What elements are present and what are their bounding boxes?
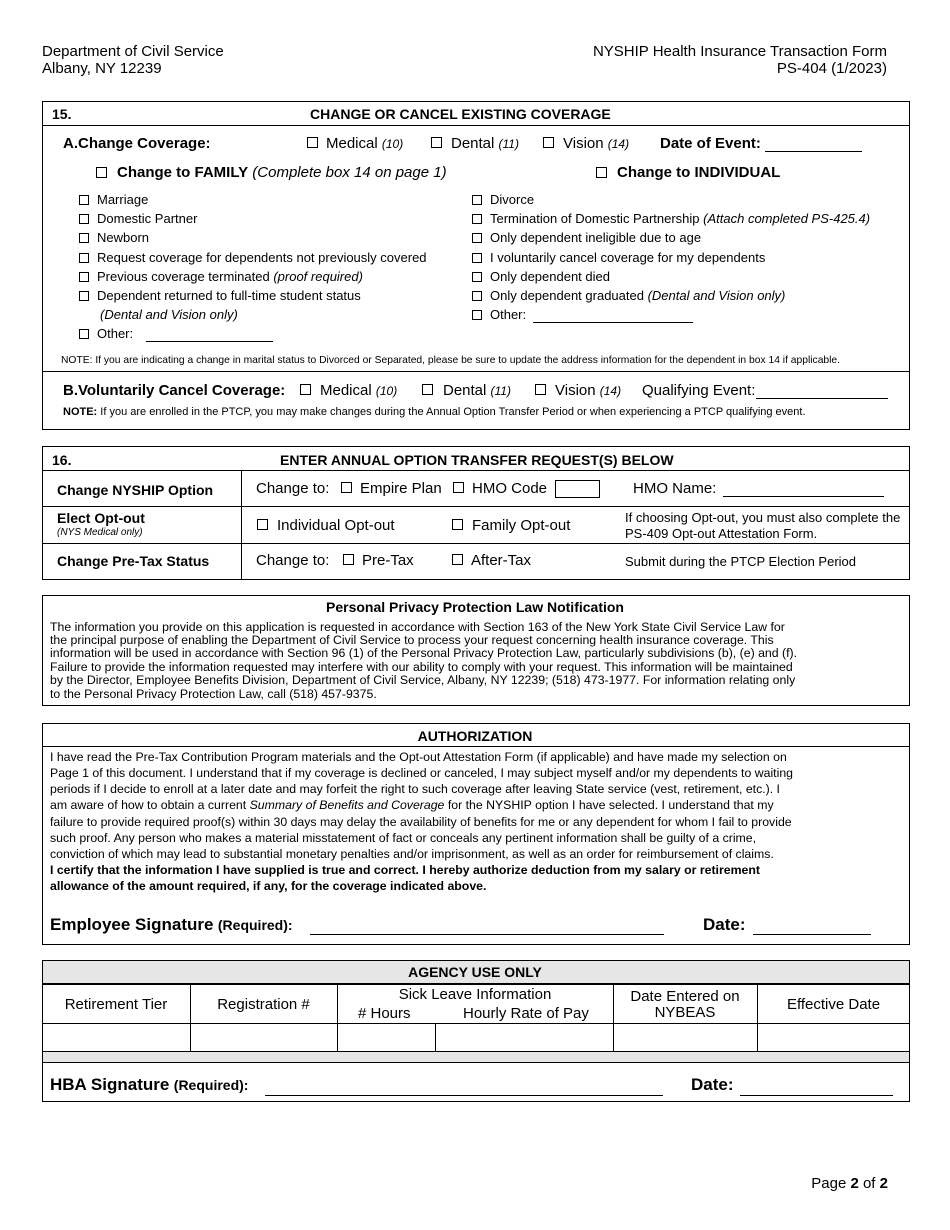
employee-date-label: Date: bbox=[703, 915, 746, 934]
change-to-individual-checkbox[interactable] bbox=[596, 167, 607, 178]
only-dependent-ineligible-label: Only dependent ineligible due to age bbox=[490, 230, 702, 245]
authorization-text: such proof. Any person who makes a material misstatement of fact or conceals any pertinent information shall be guilty of a crime, bbox=[50, 831, 757, 845]
optout-note-line1: If choosing Opt-out, you must also complete the bbox=[625, 510, 901, 525]
newborn-checkbox[interactable] bbox=[79, 233, 89, 243]
ptcp-note: NOTE: If you are enrolled in the PTCP, you may make changes during the Annual Option Transfer Period or when experiencing a PTCP qualifying event. bbox=[63, 406, 806, 418]
empire-plan-label: Empire Plan bbox=[360, 480, 442, 497]
divider bbox=[42, 470, 910, 471]
divider bbox=[42, 125, 910, 126]
divider bbox=[42, 371, 910, 372]
termination-dp-checkbox[interactable] bbox=[472, 214, 482, 224]
divorce-label: Divorce bbox=[490, 192, 535, 207]
change-nyship-option-label: Change NYSHIP Option bbox=[57, 482, 214, 498]
change-dental-checkbox[interactable] bbox=[431, 137, 442, 148]
agency-spacer-bar bbox=[42, 1051, 910, 1063]
ptcp-election-note: Submit during the PTCP Election Period bbox=[625, 554, 856, 569]
domestic-partner-checkbox[interactable] bbox=[79, 214, 89, 224]
change-dental-label: Dental (11) bbox=[451, 135, 519, 152]
qualifying-event-label: Qualifying Event: bbox=[642, 382, 756, 399]
family-other-checkbox[interactable] bbox=[79, 329, 89, 339]
hourly-rate-cell[interactable] bbox=[436, 1024, 612, 1050]
hours-header: # Hours bbox=[358, 1005, 411, 1022]
date-entered-header-1: Date Entered on bbox=[630, 988, 740, 1005]
only-dependent-graduated-label: Only dependent graduated (Dental and Vision only) bbox=[490, 288, 786, 303]
hmo-code-label: HMO Code bbox=[472, 480, 548, 497]
registration-header: Registration # bbox=[217, 996, 310, 1013]
employee-signature-field[interactable] bbox=[310, 934, 664, 935]
divider bbox=[42, 506, 910, 507]
authorization-text: conviction of which may lead to substantial monetary penalties and/or imprisonment, as well as an order for reimbursement of claims. bbox=[50, 847, 774, 861]
cancel-vision-label: Vision (14) bbox=[555, 382, 622, 399]
cancel-medical-label: Medical (10) bbox=[320, 382, 398, 399]
authorization-text: failure to provide required proof(s) within 30 days may delay the availability of benefits for me or any dependent for whom I fail to provide bbox=[50, 815, 792, 829]
date-entered-header-2: NYBEAS bbox=[654, 1004, 716, 1021]
department-name: Department of Civil Service bbox=[42, 43, 224, 60]
dependent-returned-label: Dependent returned to full-time student status bbox=[97, 288, 361, 303]
cancel-vision-checkbox[interactable] bbox=[535, 384, 546, 395]
authorization-text: periods if I decide to enroll at a later date and may forfeit the right to such coverage after leaving State service (vest, retirement, etc.). I bbox=[50, 782, 780, 796]
form-number: PS-404 (1/2023) bbox=[776, 60, 887, 77]
retirement-tier-cell[interactable] bbox=[43, 1024, 189, 1050]
change-coverage-label: A.Change Coverage: bbox=[63, 135, 211, 152]
elect-optout-sublabel: (NYS Medical only) bbox=[57, 527, 143, 538]
hmo-code-input[interactable] bbox=[555, 480, 600, 498]
marriage-label: Marriage bbox=[97, 192, 149, 207]
only-dependent-died-checkbox[interactable] bbox=[472, 272, 482, 282]
pre-tax-checkbox[interactable] bbox=[343, 554, 354, 565]
privacy-text: Failure to provide the information requested may interfere with our ability to comply with your request. This information will be maintained bbox=[50, 660, 793, 674]
qualifying-event-field[interactable] bbox=[756, 398, 888, 399]
change-to-individual-label: Change to INDIVIDUAL bbox=[617, 164, 781, 181]
page-number: Page 2 of 2 bbox=[811, 1175, 888, 1192]
hmo-name-label: HMO Name: bbox=[633, 480, 717, 497]
dependent-returned-note: (Dental and Vision only) bbox=[100, 307, 238, 322]
authorization-title: AUTHORIZATION bbox=[417, 728, 533, 744]
hba-signature-label: HBA Signature (Required): bbox=[50, 1075, 249, 1094]
section-15-number: 15. bbox=[52, 106, 72, 122]
elect-optout-label: Elect Opt-out bbox=[57, 510, 145, 526]
voluntarily-cancel-label: B.Voluntarily Cancel Coverage: bbox=[63, 382, 286, 399]
certification-text: I certify that the information I have supplied is true and correct. I hereby authorize deduction from my salary or retirement bbox=[50, 863, 760, 877]
cancel-dental-label: Dental (11) bbox=[443, 382, 511, 399]
hourly-rate-header: Hourly Rate of Pay bbox=[463, 1005, 589, 1022]
date-of-event-label: Date of Event: bbox=[660, 135, 761, 152]
privacy-title: Personal Privacy Protection Law Notification bbox=[326, 599, 624, 615]
section-16-title: ENTER ANNUAL OPTION TRANSFER REQUEST(S) BELOW bbox=[280, 452, 674, 468]
family-other-field[interactable] bbox=[146, 341, 273, 342]
pre-tax-label: Pre-Tax bbox=[362, 552, 414, 569]
authorization-text: Page 1 of this document. I understand that if my coverage is declined or canceled, I may subject myself and/or my dependents to waiting bbox=[50, 766, 794, 780]
family-optout-checkbox[interactable] bbox=[452, 519, 463, 530]
individual-other-field[interactable] bbox=[533, 322, 693, 323]
change-to-label: Change to: bbox=[256, 480, 330, 497]
request-dependents-label: Request coverage for dependents not previously covered bbox=[97, 250, 427, 265]
hba-date-field[interactable] bbox=[740, 1095, 893, 1096]
family-other-label: Other: bbox=[97, 326, 134, 341]
newborn-label: Newborn bbox=[97, 230, 150, 245]
dependent-returned-checkbox[interactable] bbox=[79, 291, 89, 301]
divider bbox=[42, 543, 910, 544]
change-medical-checkbox[interactable] bbox=[307, 137, 318, 148]
hmo-name-field[interactable] bbox=[723, 496, 884, 497]
change-to-family-label: Change to FAMILY (Complete box 14 on page 1) bbox=[117, 164, 447, 181]
privacy-text: the principal purpose of enabling the Department of Civil Service to process your request concerning health insurance coverage. This bbox=[50, 633, 774, 647]
sick-leave-header: Sick Leave Information bbox=[398, 986, 552, 1003]
effective-date-header: Effective Date bbox=[786, 996, 881, 1013]
section-15-title: CHANGE OR CANCEL EXISTING COVERAGE bbox=[310, 106, 611, 122]
after-tax-checkbox[interactable] bbox=[452, 554, 463, 565]
retirement-tier-header: Retirement Tier bbox=[64, 996, 168, 1013]
individual-other-label: Other: bbox=[490, 307, 527, 322]
change-pretax-status-label: Change Pre-Tax Status bbox=[57, 553, 210, 569]
date-of-event-field[interactable] bbox=[765, 151, 862, 152]
divider bbox=[241, 470, 242, 580]
voluntarily-cancel-dependents-checkbox[interactable] bbox=[472, 253, 482, 263]
section-16-number: 16. bbox=[52, 452, 72, 468]
change-medical-label: Medical (10) bbox=[326, 135, 404, 152]
change-vision-label: Vision (14) bbox=[563, 135, 630, 152]
only-dependent-graduated-checkbox[interactable] bbox=[472, 291, 482, 301]
divider bbox=[42, 746, 910, 747]
cancel-medical-checkbox[interactable] bbox=[300, 384, 311, 395]
agency-title: AGENCY USE ONLY bbox=[408, 964, 542, 980]
change-to-label-2: Change to: bbox=[256, 552, 330, 569]
hba-date-label: Date: bbox=[691, 1075, 734, 1094]
privacy-text: The information you provide on this application is requested in accordance with Section 163 of the New York State Civil Service Law for bbox=[50, 620, 785, 634]
only-dependent-ineligible-checkbox[interactable] bbox=[472, 233, 482, 243]
divorce-checkbox[interactable] bbox=[472, 195, 482, 205]
department-address: Albany, NY 12239 bbox=[42, 60, 162, 77]
individual-optout-checkbox[interactable] bbox=[257, 519, 268, 530]
privacy-text: to the Personal Privacy Protection Law, call (518) 457-9375. bbox=[50, 687, 377, 701]
request-dependents-checkbox[interactable] bbox=[79, 253, 89, 263]
registration-cell[interactable] bbox=[191, 1024, 336, 1050]
authorization-text: I have read the Pre-Tax Contribution Program materials and the Opt-out Attestation Form (if applicable) and have made my selection on bbox=[50, 750, 787, 764]
individual-optout-label: Individual Opt-out bbox=[277, 517, 395, 534]
hba-signature-field[interactable] bbox=[265, 1095, 663, 1096]
individual-other-checkbox[interactable] bbox=[472, 310, 482, 320]
change-to-family-checkbox[interactable] bbox=[96, 167, 107, 178]
after-tax-label: After-Tax bbox=[471, 552, 532, 569]
employee-signature-label: Employee Signature (Required): bbox=[50, 915, 293, 934]
certification-text: allowance of the amount required, if any, for the coverage indicated above. bbox=[50, 879, 487, 893]
privacy-text: by the Director, Employee Benefits Division, Department of Civil Service, Albany, NY 12239; (518) 473-1977. For information relating only bbox=[50, 673, 796, 687]
marital-status-note: NOTE: If you are indicating a change in marital status to Divorced or Separated, please be sure to update the address information for the dependent in box 14 if applicable. bbox=[61, 355, 841, 366]
marriage-checkbox[interactable] bbox=[79, 195, 89, 205]
termination-dp-label: Termination of Domestic Partnership (Attach completed PS-425.4) bbox=[490, 211, 871, 226]
previous-coverage-terminated-checkbox[interactable] bbox=[79, 272, 89, 282]
only-dependent-died-label: Only dependent died bbox=[490, 269, 610, 284]
hours-cell[interactable] bbox=[338, 1024, 434, 1050]
authorization-text: am aware of how to obtain a current Summary of Benefits and Coverage for the NYSHIP option I have selected. I understand that my bbox=[50, 798, 774, 812]
previous-coverage-terminated-label: Previous coverage terminated (proof required) bbox=[97, 269, 363, 284]
cancel-dental-checkbox[interactable] bbox=[422, 384, 433, 395]
domestic-partner-label: Domestic Partner bbox=[97, 211, 198, 226]
privacy-text: information will be used in accordance with Section 96 (1) of the Personal Privacy Protection Law, particularly subdivisions (b), (e) and (f). bbox=[50, 646, 798, 660]
effective-date-cell[interactable] bbox=[758, 1024, 909, 1050]
voluntarily-cancel-dependents-label: I voluntarily cancel coverage for my dependents bbox=[490, 250, 766, 265]
hmo-code-checkbox[interactable] bbox=[453, 482, 464, 493]
form-title: NYSHIP Health Insurance Transaction Form bbox=[592, 43, 887, 60]
optout-note-line2: PS-409 Opt-out Attestation Form. bbox=[625, 526, 818, 541]
employee-date-field[interactable] bbox=[753, 934, 871, 935]
family-optout-label: Family Opt-out bbox=[472, 517, 571, 534]
change-vision-checkbox[interactable] bbox=[543, 137, 554, 148]
empire-plan-checkbox[interactable] bbox=[341, 482, 352, 493]
date-entered-cell[interactable] bbox=[614, 1024, 756, 1050]
